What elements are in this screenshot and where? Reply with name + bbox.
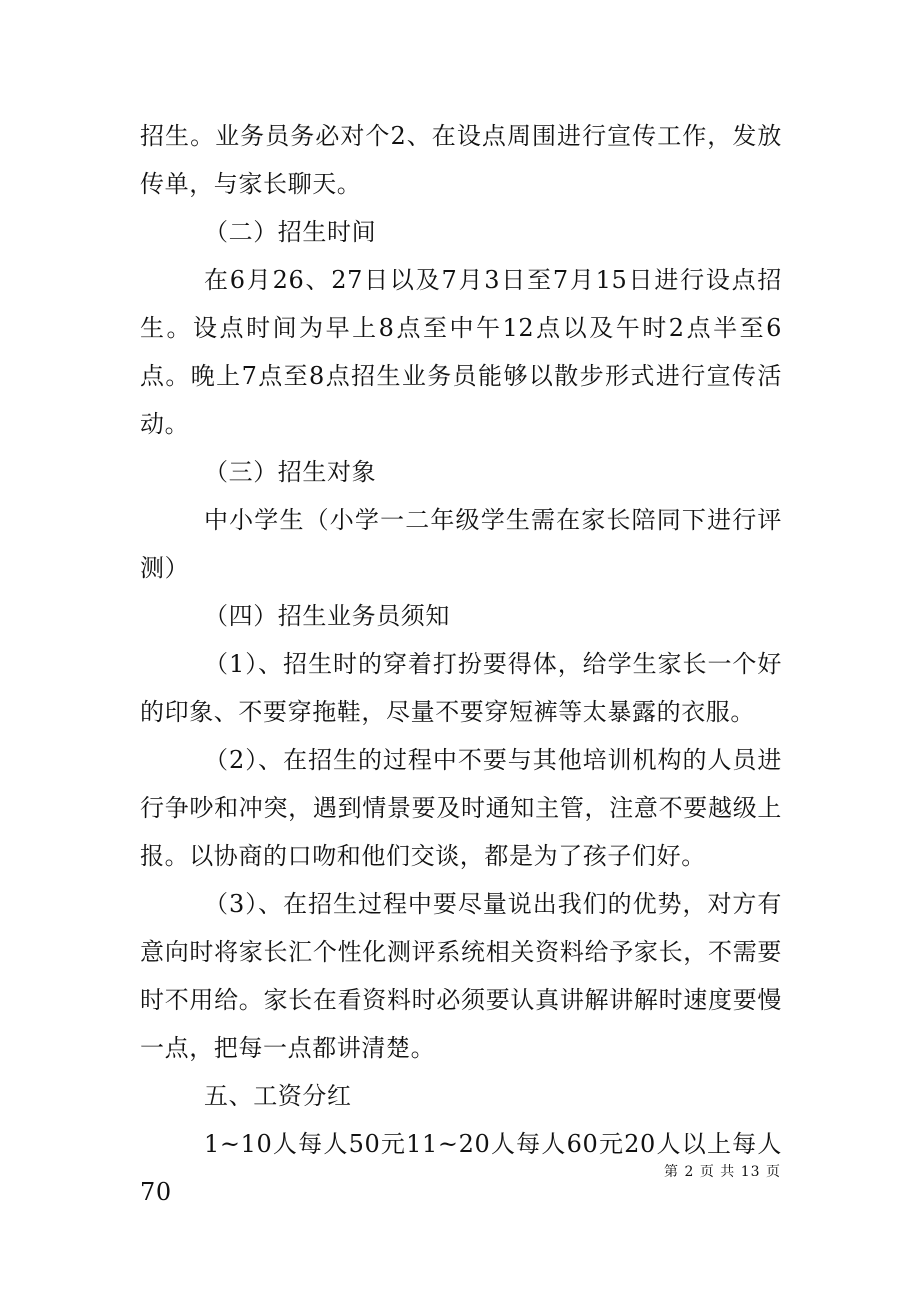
section-heading-salary: 五、工资分红	[204, 1082, 352, 1110]
paragraph-salary: 1~10人每人50元11~20人每人60元20人以上每人70	[140, 1130, 782, 1206]
paragraph-notice-1: （1）、招生时的穿着打扮要得体，给学生家长一个好的印象、不要穿拖鞋，尽量不要穿短裤等太暴露的衣服。	[140, 650, 782, 726]
section-heading-time: （二）招生时间	[204, 218, 377, 246]
paragraph-notice-2: （2）、在招生的过程中不要与其他培训机构的人员进行争吵和冲突，遇到情景要及时通知主管，注意不要越级上报。以协商的口吻和他们交谈，都是为了孩子们好。	[140, 746, 782, 870]
section-heading-target: （三）招生对象	[204, 458, 377, 486]
paragraph-notice-3: （3）、在招生过程中要尽量说出我们的优势，对方有意向时将家长汇个性化测评系统相关资料给予家长，不需要时不用给。家长在看资料时必须要认真讲解讲解时速度要慢一点，把每一点都讲清楚。	[140, 890, 782, 1062]
paragraph-intro: 招生。业务员务必对个2、在设点周围进行宣传工作，发放传单，与家长聊天。	[140, 122, 782, 198]
document-body	[140, 112, 782, 1216]
section-heading-notice: （四）招生业务员须知	[204, 602, 450, 630]
paragraph-time: 在6月26、27日以及7月3日至7月15日进行设点招生。设点时间为早上8点至中午12点以及午时2点半至6点。晚上7点至8点招生业务员能够以散步形式进行宣传活动。	[140, 266, 782, 438]
paragraph-target: 中小学生（小学一二年级学生需在家长陪同下进行评测）	[140, 506, 782, 582]
page-number-footer: 第 2 页 共 13 页	[664, 1164, 781, 1180]
